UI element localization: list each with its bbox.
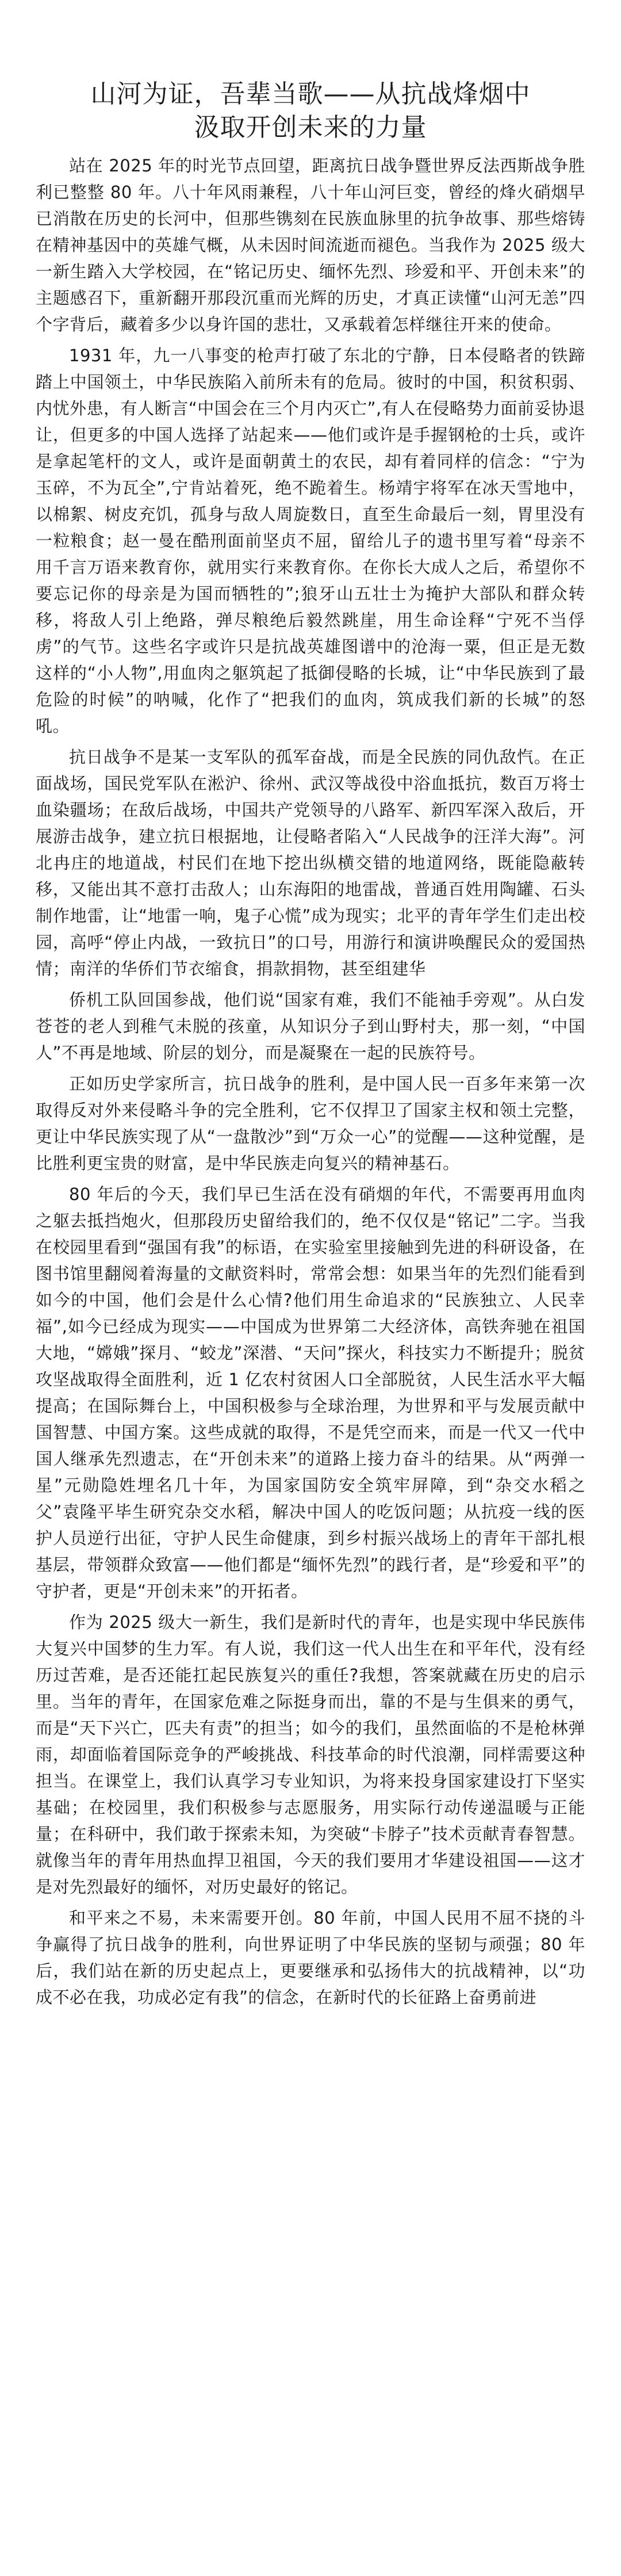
essay-paragraph-6: 80 年后的今天，我们早已生活在没有硝烟的年代，不需要再用血肉之躯去抵挡炮火，但那段历史留给我们的，绝不仅仅是“铭记”二字。当我在校园里看到“强国有我”的标语，在实验室里接触到先进的科研设备，在图书馆里翻阅着海量的文献资料时，常常会想：如果当年的先烈们能看到如今的中国，他们会是什么心情?他们用生命追求的“民族独立、人民幸福”,如今已经成为现实——中国成为世界第二大经济体，高铁奔驰在祖国大地，“嫦娥”探月、“蛟龙”深潜、“天问”探火，科技实力不断提升；脱贫攻坚战取得全面胜利，近 1 亿农村贫困人口全部脱贫，人民生活水平大幅提高；在国际舞台上，中国积极参与全球治理，为世界和平与发展贡献中国智慧、中国方案。这些成就的取得，不是凭空而来，而是一代又一代中国人继承先烈遗志，在“开创未来”的道路上接力奋斗的结果。从“两弹一星”元勋隐姓埋名几十年，为国家国防安全筑牢屏障，到“杂交水稻之父”袁隆平毕生研究杂交水稻，解决中国人的吃饭问题；从抗疫一线的医护人员逆行出征，守护人民生命健康，到乡村振兴战场上的青年干部扎根基层，带领群众致富——他们都是“缅怀先烈”的践行者，是“珍爱和平”的守护者，更是“开创未来”的开拓者。 [36, 1184, 585, 1601]
essay-title-line-1: 山河为证，吾辈当歌——从抗战烽烟中 [90, 79, 531, 109]
essay-paragraph-1: 站在 2025 年的时光节点回望，距离抗日战争暨世界反法西斯战争胜利已整整 80 年。八十年风雨兼程，八十年山河巨变，曾经的烽火硝烟早已消散在历史的长河中，但那些镌刻在民族血脉里的抗争故事、那些熔铸在精神基因中的英雄气概，从未因时间流逝而褪色。当我作为 2025 级大一新生踏入大学校园，在“铭记历史、缅怀先烈、珍爱和平、开创未来”的主题感召下，重新翻开那段沉重而光辉的历史，才真正读懂“山河无恙”四个字背后，藏着多少以身许国的悲壮，又承载着怎样继往开来的使命。 [36, 156, 585, 334]
essay-paragraph-3: 抗日战争不是某一支军队的孤军奋战，而是全民族的同仇敌忾。在正面战场，国民党军队在淞沪、徐州、武汉等战役中浴血抵抗，数百万将士血染疆场；在敌后战场，中国共产党领导的八路军、新四军深入敌后，开展游击战争，建立抗日根据地，让侵略者陷入“人民战争的汪洋大海”。河北冉庄的地道战，村民们在地下挖出纵横交错的地道网络，既能隐蔽转移，又能出其不意打击敌人；山东海阳的地雷战，普通百姓用陶罐、石头制作地雷，让“地雷一响，鬼子心慌”成为现实；北平的青年学生们走出校园，高呼“停止内战，一致抗日”的口号，用游行和演讲唤醒民众的爱国热情；南洋的华侨们节衣缩食，捐款捐物，甚至组建华 [36, 747, 585, 979]
essay-title-line-2: 汲取开创未来的力量 [194, 113, 427, 142]
essay-paragraph-5: 正如历史学家所言，抗日战争的胜利，是中国人民一百多年来第一次取得反对外来侵略斗争的完全胜利，它不仅捍卫了国家主权和领土完整，更让中华民族实现了从“一盘散沙”到“万众一心”的觉醒——这种觉醒，是比胜利更宝贵的财富，是中华民族走向复兴的精神基石。 [36, 1074, 585, 1173]
essay-paragraph-4: 侨机工队回国参战，他们说“国家有难，我们不能袖手旁观”。从白发苍苍的老人到稚气未脱的孩童，从知识分子到山野村夫，那一刻，“中国人”不再是地域、阶层的划分，而是凝聚在一起的民族符号。 [36, 990, 585, 1062]
essay-body [36, 152, 585, 2011]
essay-title [36, 78, 585, 144]
essay-paragraph-2: 1931 年，九一八事变的枪声打破了东北的宁静，日本侵略者的铁蹄踏上中国领土，中华民族陷入前所未有的危局。彼时的中国，积贫积弱、内忧外患，有人断言“中国会在三个月内灭亡”,有人在侵略势力面前妥协退让，但更多的中国人选择了站起来——他们或许是手握钢枪的士兵，或许是拿起笔杆的文人，或许是面朝黄土的农民，却有着同样的信念：“宁为玉碎，不为瓦全”,宁肯站着死，绝不跪着生。杨靖宇将军在冰天雪地中，以棉絮、树皮充饥，孤身与敌人周旋数日，直至生命最后一刻，胃里没有一粒粮食；赵一曼在酷刑面前坚贞不屈，留给儿子的遗书里写着“母亲不用千言万语来教育你，就用实行来教育你。在你长大成人之后，希望你不要忘记你的母亲是为国而牺牲的”;狼牙山五壮士为掩护大部队和群众转移，将敌人引上绝路，弹尽粮绝后毅然跳崖，用生命诠释“宁死不当俘虏”的气节。这些名字或许只是抗战英雄图谱中的沧海一粟，但正是无数这样的“小人物”,用血肉之躯筑起了抵御侵略的长城，让“中华民族到了最危险的时候”的呐喊，化作了“把我们的血肉，筑成我们新的长城”的怒吼。 [36, 346, 585, 736]
essay-paragraph-7: 作为 2025 级大一新生，我们是新时代的青年，也是实现中华民族伟大复兴中国梦的生力军。有人说，我们这一代人出生在和平年代，没有经历过苦难，是否还能扛起民族复兴的重任?我想，答案就藏在历史的启示里。当年的青年，在国家危难之际挺身而出，靠的不是与生俱来的勇气，而是“天下兴亡，匹夫有责”的担当；如今的我们，虽然面临的不是枪林弹雨，却面临着国际竞争的严峻挑战、科技革命的时代浪潮，同样需要这种担当。在课堂上，我们认真学习专业知识，为将来投身国家建设打下坚实基础；在校园里，我们积极参与志愿服务，用实际行动传递温暖与正能量；在科研中，我们敢于探索未知，为突破“卡脖子”技术贡献青春智慧。就像当年的青年用热血捍卫祖国，今天的我们要用才华建设祖国——这才是对先烈最好的缅怀，对历史最好的铭记。 [36, 1612, 585, 1897]
essay-paragraph-8: 和平来之不易，未来需要开创。80 年前，中国人民用不屈不挠的斗争赢得了抗日战争的胜利，向世界证明了中华民族的坚韧与顽强；80 年后，我们站在新的历史起点上，更要继承和弘扬伟大的抗战精神，以“功成不必在我，功成必定有我”的信念，在新时代的长征路上奋勇前进 [36, 1908, 585, 2007]
